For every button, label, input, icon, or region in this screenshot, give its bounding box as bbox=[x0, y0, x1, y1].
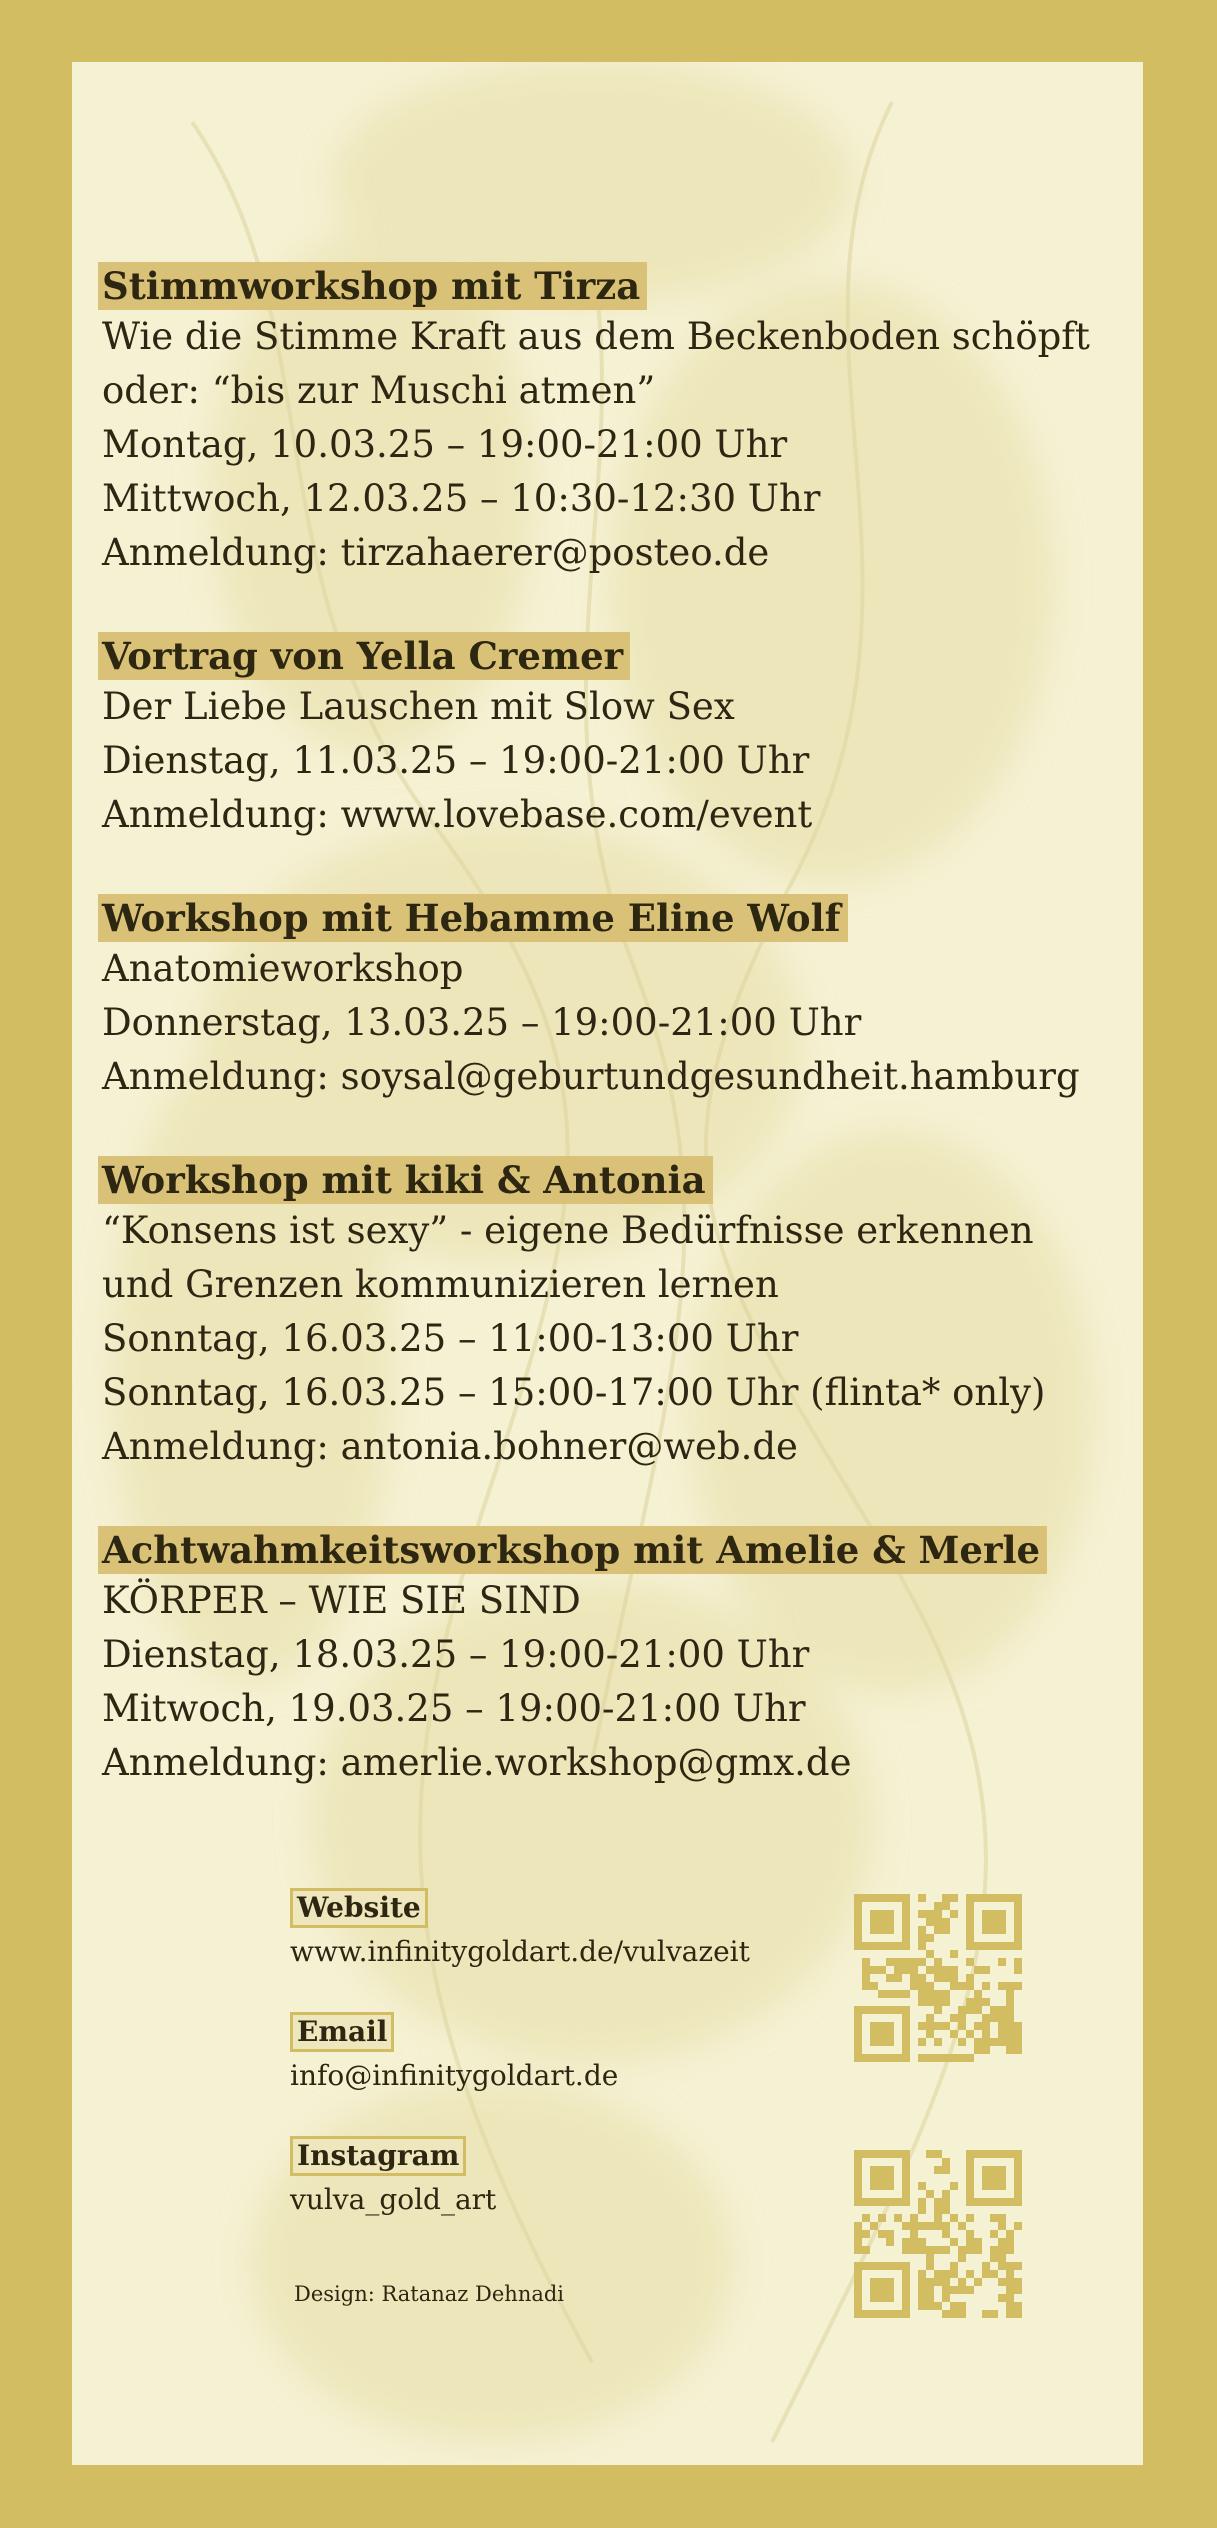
event-date: Dienstag, 11.03.25 – 19:00-21:00 Uhr bbox=[102, 739, 810, 782]
contact-label: Website bbox=[290, 1888, 428, 1928]
event-item bbox=[102, 1156, 1132, 1474]
event-line: Der Liebe Lauschen mit Slow Sex bbox=[102, 685, 735, 728]
design-credit: Design: Ratanaz Dehnadi bbox=[294, 2282, 565, 2306]
event-item bbox=[102, 262, 1132, 580]
event-title: Stimmworkshop mit Tirza bbox=[98, 262, 647, 310]
event-date: Sonntag, 16.03.25 – 11:00-13:00 Uhr bbox=[102, 1317, 799, 1360]
event-registration: Anmeldung: amerlie.workshop@gmx.de bbox=[102, 1741, 852, 1784]
contact-section bbox=[290, 1888, 850, 2260]
event-title: Workshop mit Hebamme Eline Wolf bbox=[98, 894, 848, 942]
flyer-card bbox=[72, 62, 1143, 2465]
event-date: Dienstag, 18.03.25 – 19:00-21:00 Uhr bbox=[102, 1633, 810, 1676]
website-link[interactable]: www.infinitygoldart.de/vulvazeit bbox=[290, 1935, 750, 1968]
event-list bbox=[102, 262, 1132, 1842]
event-title: Workshop mit kiki & Antonia bbox=[98, 1156, 713, 1204]
event-registration: Anmeldung: antonia.bohner@web.de bbox=[102, 1425, 798, 1468]
event-date: Sonntag, 16.03.25 – 15:00-17:00 Uhr (flinta* only) bbox=[102, 1371, 1046, 1414]
event-line: Anatomieworkshop bbox=[102, 947, 464, 990]
contact-instagram bbox=[290, 2136, 850, 2260]
instagram-handle[interactable]: vulva_gold_art bbox=[290, 2183, 497, 2216]
event-item bbox=[102, 894, 1132, 1104]
contact-label: Email bbox=[290, 2012, 394, 2052]
qr-code-icon[interactable] bbox=[854, 1894, 1022, 2062]
event-registration: Anmeldung: soysal@geburtundgesundheit.hamburg bbox=[102, 1055, 1080, 1098]
event-date: Donnerstag, 13.03.25 – 19:00-21:00 Uhr bbox=[102, 1001, 862, 1044]
event-date: Mitwoch, 19.03.25 – 19:00-21:00 Uhr bbox=[102, 1687, 806, 1730]
event-title: Achtwahmkeitsworkshop mit Amelie & Merle bbox=[98, 1526, 1047, 1574]
event-line: oder: “bis zur Muschi atmen” bbox=[102, 369, 656, 412]
email-link[interactable]: info@infinitygoldart.de bbox=[290, 2059, 619, 2092]
event-line: “Konsens ist sexy” - eigene Bedürfnisse erkennen bbox=[102, 1209, 1034, 1252]
event-date: Montag, 10.03.25 – 19:00-21:00 Uhr bbox=[102, 423, 788, 466]
event-title: Vortrag von Yella Cremer bbox=[98, 632, 630, 680]
qr-code-icon[interactable] bbox=[854, 2150, 1022, 2318]
event-line: und Grenzen kommunizieren lernen bbox=[102, 1263, 779, 1306]
event-line: Wie die Stimme Kraft aus dem Beckenboden schöpft bbox=[102, 315, 1090, 358]
event-item bbox=[102, 1526, 1132, 1790]
event-registration: Anmeldung: www.lovebase.com/event bbox=[102, 793, 813, 836]
event-registration: Anmeldung: tirzahaerer@posteo.de bbox=[102, 531, 770, 574]
contact-label: Instagram bbox=[290, 2136, 466, 2176]
event-line: KÖRPER – WIE SIE SIND bbox=[102, 1579, 581, 1622]
event-date: Mittwoch, 12.03.25 – 10:30-12:30 Uhr bbox=[102, 477, 821, 520]
contact-email bbox=[290, 2012, 850, 2136]
contact-website bbox=[290, 1888, 850, 2012]
event-item bbox=[102, 632, 1132, 842]
